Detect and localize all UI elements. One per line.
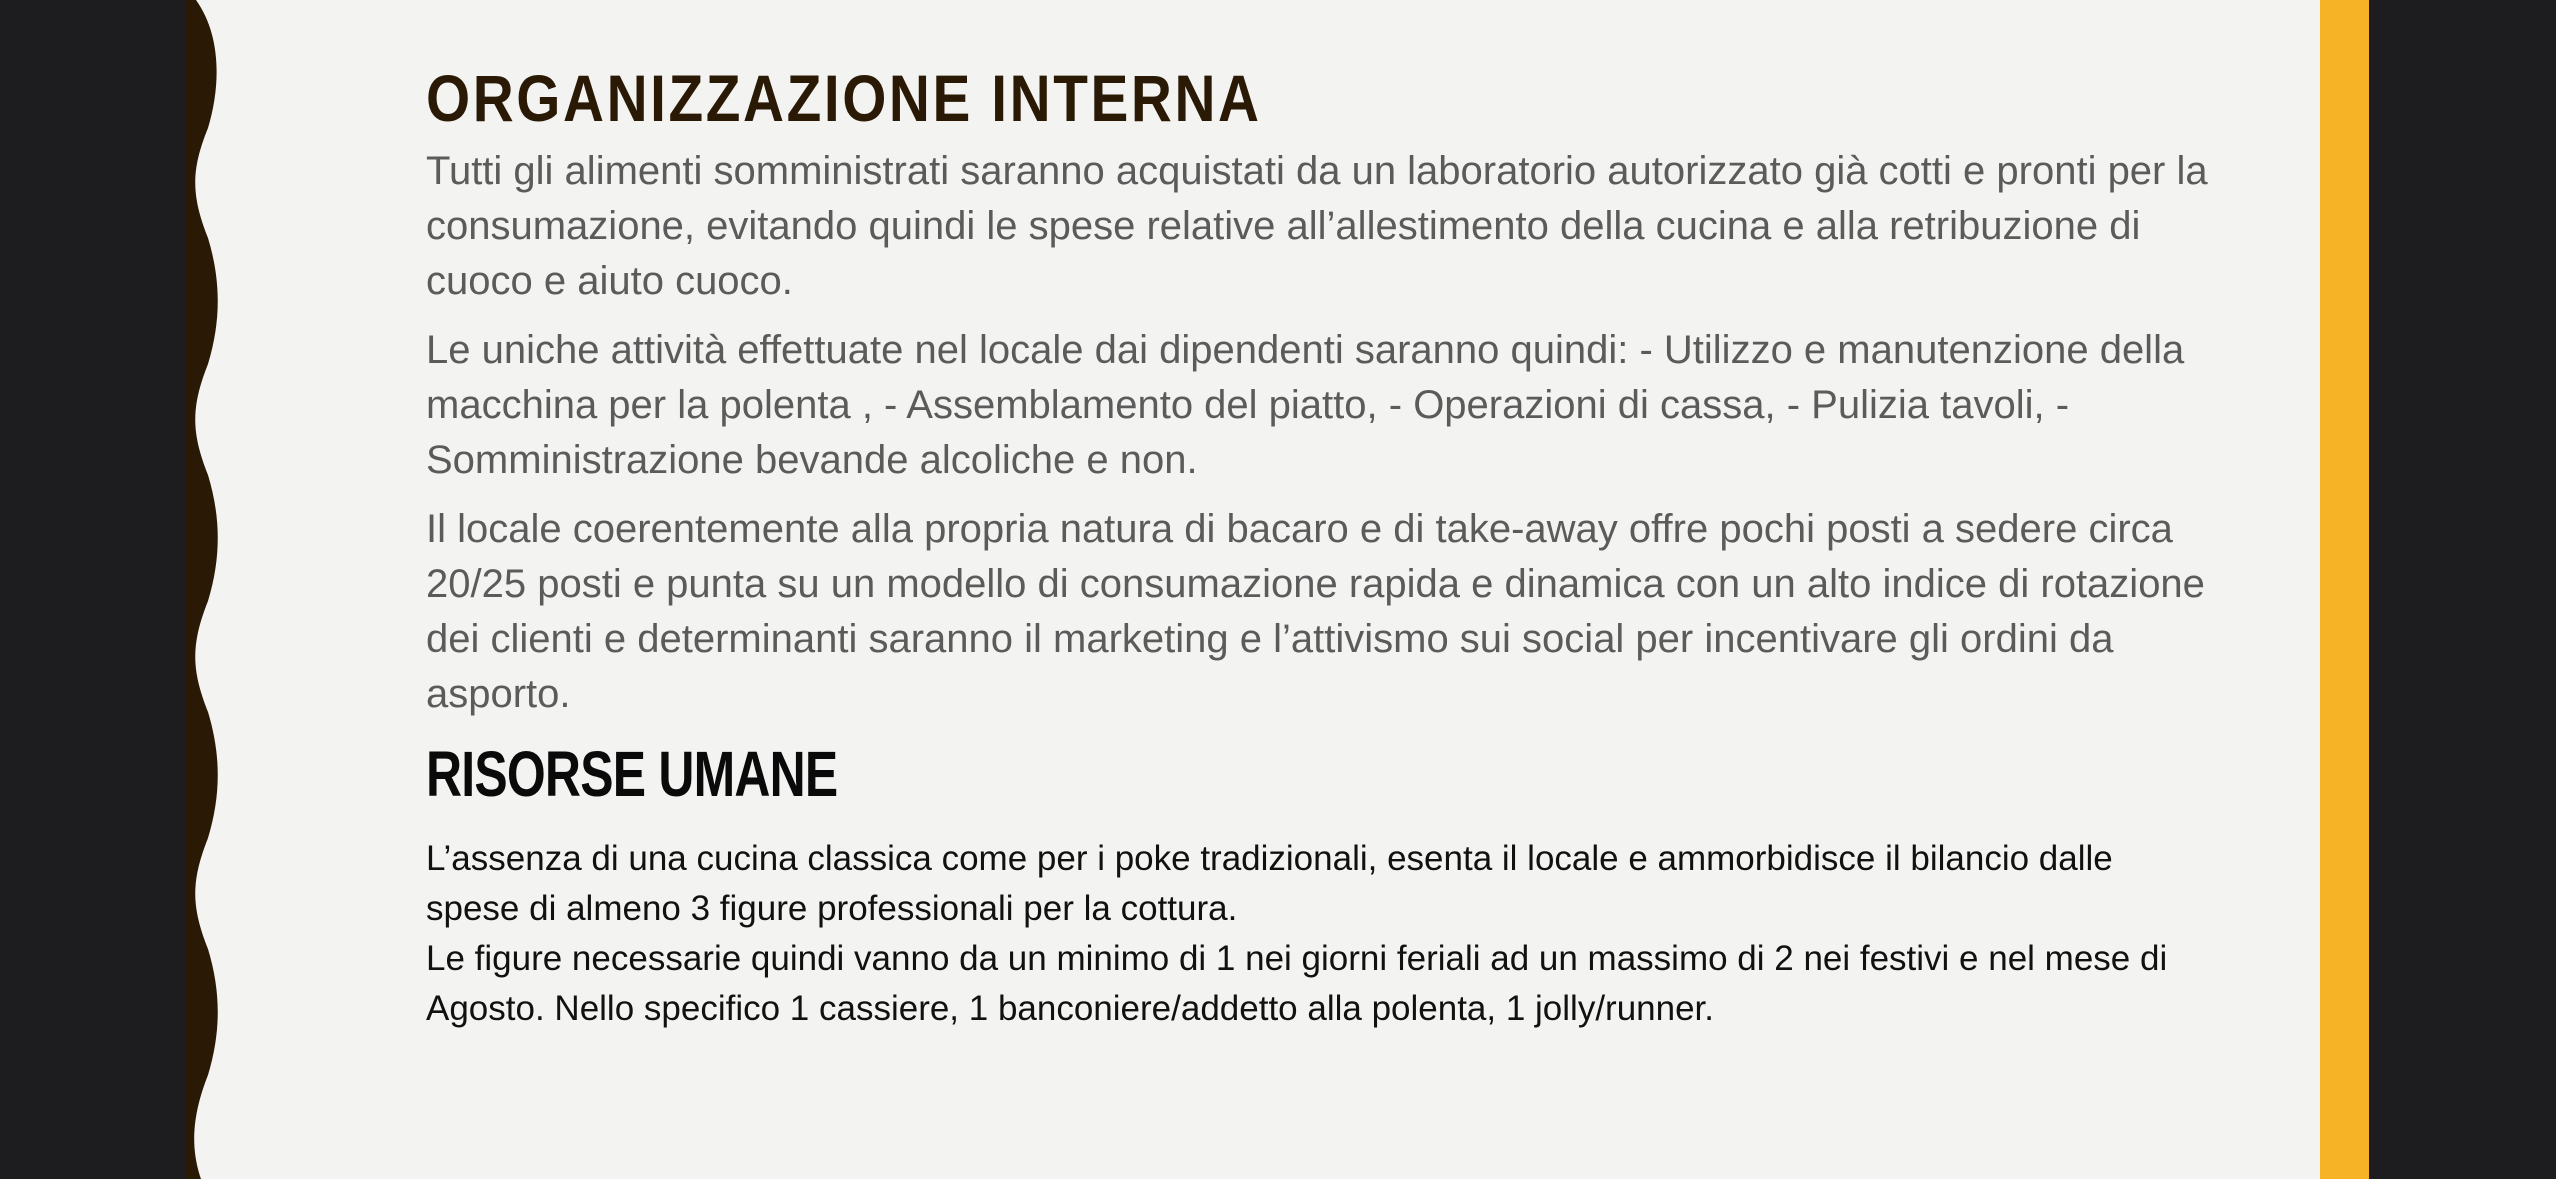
paragraph: Tutti gli alimenti somministrati saranno acquistati da un laboratorio autorizzato già cotti e pronti per la consumazione, evitando quindi le spese relative all’allestimento della cucina e alla retribuzione di cuoco e aiuto cuoco. xyxy=(426,149,2208,303)
accent-bar xyxy=(2320,0,2369,1179)
paragraph: Le figure necessarie quindi vanno da un minimo di 1 nei giorni feriali ad un massimo di 2 nei festivi e nel mese di Agosto. Nello specifico 1 cassiere, 1 banconiere/addetto alla polenta, 1 jolly/runner. xyxy=(426,939,2168,1028)
paragraph: Le uniche attività effettuate nel locale dai dipendenti saranno quindi: - Utilizzo e manutenzione della macchina per la polenta , - Assemblamento del piatto, - Operazioni di cassa, - Pulizia tavoli, - Somministrazione bevande alcoliche e non. xyxy=(426,328,2185,482)
paragraph: Il locale coerentemente alla propria natura di bacaro e di take-away offre pochi posti a sedere circa 20/25 posti e punta su un modello di consumazione rapida e dinamica con un alto indice di rotazione dei clienti e determinanti saranno il marketing e l’attivismo sui social per incentivare gli ordini da asporto. xyxy=(426,507,2205,716)
wave-shape xyxy=(186,0,218,1179)
section-title-organizzazione: ORGANIZZAZIONE INTERNA xyxy=(426,61,1262,135)
wavy-border-decoration xyxy=(186,0,346,1179)
paragraph: L’assenza di una cucina classica come per i poke tradizionali, esenta il locale e ammorbidisce il bilancio dalle spese di almeno 3 figure professionali per la cottura. xyxy=(426,839,2113,928)
slide xyxy=(186,0,2369,1179)
section-title-risorse-umane: RISORSE UMANE xyxy=(426,738,838,810)
slide-content xyxy=(426,58,2226,1034)
